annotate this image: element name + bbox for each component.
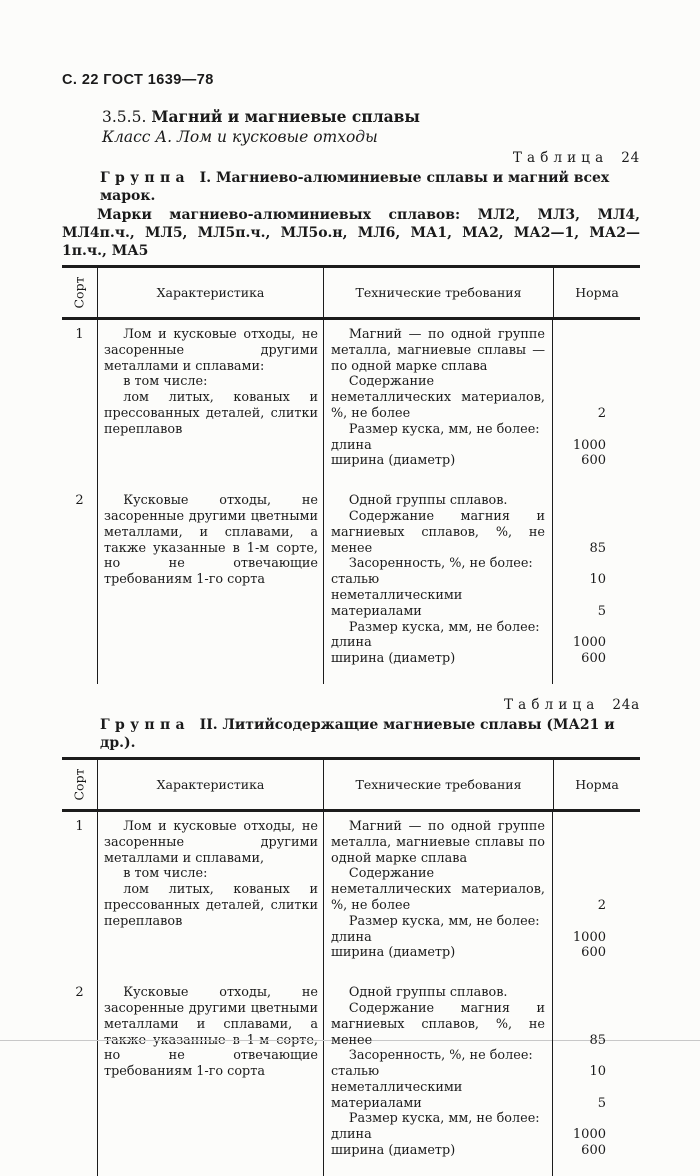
column-header-sort-label: Сорт — [71, 276, 87, 309]
alloy-marks-line: Марки магниево-алюминиевых сплавов: МЛ2, МЛ3, МЛ4, МЛ4п.ч., МЛ5, МЛ5п.ч., МЛ5о.н, МЛ6, МА1, МА2, МА2—1, МА2—1п.ч., МА5 — [62, 207, 640, 259]
requirement-item — [331, 572, 640, 588]
characteristic-paragraph: в том числе: — [123, 866, 208, 882]
table-block — [62, 150, 640, 684]
cell-characteristic — [98, 812, 324, 978]
requirement-item — [331, 945, 640, 961]
norm-value: 2 — [597, 405, 606, 421]
group-text: Магниево-алюминиевые сплавы и магний всех марок. — [100, 170, 610, 204]
section-number: 3.5.5. — [102, 108, 147, 126]
table-body — [62, 320, 640, 684]
column-header-norm: Норма — [575, 776, 619, 792]
norm-value: 600 — [581, 453, 606, 469]
cell-sort-number: 2 — [62, 486, 98, 684]
requirement-item — [331, 422, 640, 438]
table-header-row — [62, 760, 640, 812]
group-number: I. — [199, 170, 212, 186]
group-text: Литийсодержащие магниевые сплавы (МА21 и др.). — [100, 716, 615, 751]
column-header-sort-label: Сорт — [71, 768, 87, 801]
norm-cell — [553, 588, 640, 620]
page-header: С. 22 ГОСТ 1639—78 — [62, 72, 214, 88]
requirement-item — [331, 438, 640, 454]
requirement-text: Одной группы сплавов. — [348, 985, 508, 1001]
column-header-requirements: Технические требования — [324, 268, 554, 317]
requirement-text: Магний — по одной группе металла, магниевые сплавы по одной марке сплава — [331, 818, 545, 866]
norm-cell — [553, 819, 640, 866]
tables-area — [62, 150, 640, 1176]
norm-cell — [553, 651, 640, 667]
requirement-text: сталью — [331, 1064, 380, 1080]
requirement-text: Размер куска, мм, не более: — [348, 421, 540, 437]
cell-sort-number: 2 — [62, 978, 98, 1176]
norm-cell — [553, 930, 640, 946]
norm-cell — [553, 453, 640, 469]
requirement-text: Засоренность, %, не более: — [348, 556, 533, 572]
table-caption-number: 24а — [612, 696, 640, 713]
cell-sort-number: 1 — [62, 320, 98, 486]
requirement-item — [331, 930, 640, 946]
norm-cell — [553, 635, 640, 651]
requirement-item — [331, 327, 640, 374]
cell-characteristic — [98, 486, 324, 684]
norm-cell — [553, 1080, 640, 1112]
requirement-item — [331, 509, 640, 556]
norm-cell — [553, 620, 640, 636]
requirement-item — [331, 819, 640, 866]
requirement-item — [331, 493, 640, 509]
requirement-item — [331, 985, 640, 1001]
requirement-item — [331, 1048, 640, 1064]
norm-cell — [553, 1111, 640, 1127]
group-number: II. — [199, 716, 218, 733]
requirement-text: сталью — [331, 572, 380, 588]
table-header-row — [62, 268, 640, 320]
requirement-item — [331, 1127, 640, 1143]
norm-cell — [553, 509, 640, 556]
requirement-item — [331, 1064, 640, 1080]
characteristic-paragraph: Кусковые отходы, не засоренные другими цветными металлами и сплавами, а также указанные в 1-м сорте, но не отвечающие требованиям 1-го сорта — [104, 985, 318, 1080]
characteristic-paragraph: в том числе: — [123, 374, 208, 390]
norm-value: 85 — [589, 1032, 606, 1048]
norm-cell — [553, 866, 640, 913]
requirement-text: Магний — по одной группе металла, магниевые сплавы — по одной марке сплава — [331, 327, 545, 374]
characteristic-paragraph: лом литых, кованых и прессованных деталей, слитки переплавов — [104, 390, 318, 437]
norm-cell — [553, 1127, 640, 1143]
cell-sort-number: 1 — [62, 812, 98, 978]
norm-value: 10 — [589, 1064, 606, 1080]
requirement-text: Одной группы сплавов. — [348, 493, 508, 509]
norm-value: 1000 — [572, 635, 606, 651]
requirement-text: Содержание магния и магниевых сплавов, %, не менее — [331, 1000, 545, 1048]
norm-value: 1000 — [572, 1127, 606, 1143]
cell-requirements-and-norm — [324, 486, 640, 684]
column-header-characteristic: Характеристика — [98, 268, 324, 317]
norm-value: 600 — [581, 651, 606, 667]
group-heading — [62, 169, 640, 205]
section-heading — [102, 107, 640, 127]
table-body — [62, 812, 640, 1176]
characteristic-paragraph: лом литых, кованых и прессованных деталей, слитки переплавов — [104, 882, 318, 929]
cell-requirements-and-norm — [324, 320, 640, 486]
table-block — [62, 697, 640, 1176]
group-word: Группа — [100, 170, 190, 186]
requirement-text: длина — [331, 1127, 372, 1143]
cell-requirements-and-norm — [324, 812, 640, 978]
requirement-item — [331, 374, 640, 421]
requirement-item — [331, 651, 640, 667]
table-caption-word: Таблица — [512, 150, 609, 166]
requirement-text: длина — [331, 929, 372, 945]
table-caption-word: Таблица — [504, 696, 600, 713]
requirement-item — [331, 914, 640, 930]
norm-value: 5 — [597, 1095, 606, 1111]
characteristic-paragraph: Лом и кусковые отходы, не засоренные другими металлами и сплавами: — [104, 327, 318, 374]
requirement-text: Засоренность, %, не более: — [348, 1048, 533, 1064]
norm-cell — [553, 556, 640, 572]
norm-cell — [553, 572, 640, 588]
table-caption — [62, 150, 640, 167]
requirement-item — [331, 1111, 640, 1127]
requirement-text: длина — [331, 635, 372, 651]
norm-value: 2 — [597, 897, 606, 913]
section-block — [62, 107, 640, 147]
column-header-requirements: Технические требования — [324, 760, 554, 809]
characteristic-paragraph: Лом и кусковые отходы, не засоренные другими металлами и сплавами, — [104, 818, 318, 866]
requirement-item — [331, 588, 640, 620]
requirement-item — [331, 1001, 640, 1048]
requirement-item — [331, 1143, 640, 1159]
cell-characteristic — [98, 978, 324, 1176]
norm-value: 85 — [589, 540, 606, 556]
norm-cell — [553, 374, 640, 421]
requirement-item — [331, 635, 640, 651]
norm-cell — [553, 1001, 640, 1048]
norm-value: 600 — [581, 1143, 606, 1159]
norm-value: 10 — [589, 572, 606, 588]
norm-cell — [553, 914, 640, 930]
norm-cell — [553, 438, 640, 454]
table-row — [62, 320, 640, 486]
norm-value: 5 — [597, 603, 606, 619]
gost-table — [62, 265, 640, 684]
gost-table — [62, 757, 640, 1176]
requirement-text: ширина (диаметр) — [331, 1143, 456, 1159]
norm-value: 1000 — [572, 929, 606, 945]
requirement-text: неметаллическими материалами — [331, 587, 463, 619]
requirement-text: Содержание неметаллических материалов, %, не более — [331, 866, 545, 913]
cell-characteristic — [98, 320, 324, 486]
requirement-text: ширина (диаметр) — [331, 453, 456, 469]
section-title: Магний и магниевые сплавы — [151, 107, 420, 126]
table-row — [62, 812, 640, 978]
norm-cell — [553, 1064, 640, 1080]
requirement-text: Размер куска, мм, не более: — [348, 619, 540, 635]
norm-cell — [553, 493, 640, 509]
requirement-item — [331, 1080, 640, 1112]
group-word: Группа — [100, 716, 190, 733]
norm-cell — [553, 985, 640, 1001]
norm-value: 600 — [581, 945, 606, 961]
norm-cell — [553, 945, 640, 961]
table-row — [62, 486, 640, 684]
requirement-item — [331, 620, 640, 636]
norm-value: 1000 — [572, 437, 606, 453]
requirement-text: Размер куска, мм, не более: — [348, 1111, 540, 1127]
class-line: Класс А. Лом и кусковые отходы — [102, 128, 378, 146]
table-caption-number: 24 — [621, 150, 640, 166]
column-header-characteristic: Характеристика — [98, 760, 324, 809]
requirement-text: Содержание магния и магниевых сплавов, %, не менее — [331, 508, 545, 556]
requirement-item — [331, 866, 640, 913]
requirement-text: ширина (диаметр) — [331, 651, 456, 667]
cell-requirements-and-norm — [324, 978, 640, 1176]
norm-cell — [553, 1048, 640, 1064]
norm-cell — [553, 1143, 640, 1159]
requirement-text: ширина (диаметр) — [331, 945, 456, 961]
column-header-norm: Норма — [575, 285, 619, 300]
norm-cell — [553, 327, 640, 374]
table-caption — [62, 697, 640, 714]
column-header-sort — [62, 268, 98, 317]
norm-cell — [553, 422, 640, 438]
characteristic-paragraph: Кусковые отходы, не засоренные другими цветными металлами, и сплавами, а также указанные в 1-м сорте, но не отвечающие требованиям 1-го сорта — [104, 493, 318, 588]
requirement-text: Размер куска, мм, не более: — [348, 913, 540, 929]
table-row — [62, 978, 640, 1176]
group-heading — [62, 716, 640, 752]
column-header-sort — [62, 760, 98, 809]
requirement-item — [331, 556, 640, 572]
requirement-text: длина — [331, 437, 372, 453]
requirement-text: Содержание неметаллических материалов, %, не более — [331, 374, 545, 421]
requirement-item — [331, 453, 640, 469]
requirement-text: неметаллическими материалами — [331, 1079, 463, 1111]
